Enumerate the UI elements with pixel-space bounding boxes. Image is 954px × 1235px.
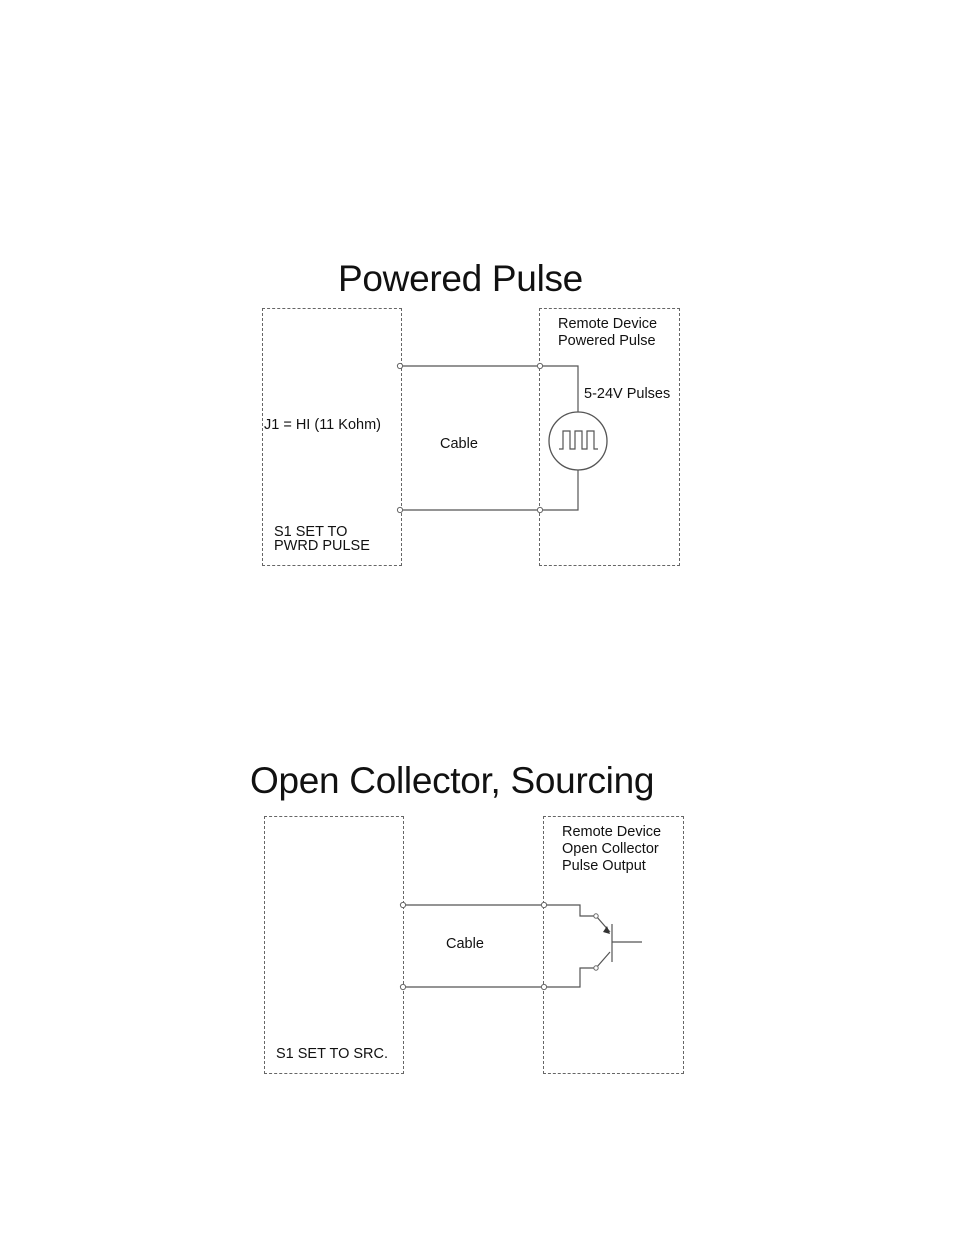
- terminal-meter-bottom: [397, 507, 402, 512]
- remote-type-label: Open Collector: [562, 841, 659, 857]
- switch-setting-label-line-2: PWRD PULSE: [274, 538, 370, 554]
- pulses-voltage-label: 5-24V Pulses: [584, 386, 671, 402]
- pulse-generator-icon: [549, 412, 607, 470]
- powered-pulse-title: Powered Pulse: [338, 258, 583, 299]
- open-collector-wiring: [246, 752, 704, 1092]
- terminal-remote-top: [537, 363, 542, 368]
- terminal-remote-top: [541, 902, 546, 907]
- terminal-remote-bottom: [537, 507, 542, 512]
- terminal-remote-bottom: [541, 984, 546, 989]
- cable-label: Cable: [440, 436, 478, 452]
- remote-output-label: Pulse Output: [562, 858, 646, 874]
- remote-type-label: Powered Pulse: [558, 333, 656, 349]
- source-lead-bottom: [540, 465, 578, 510]
- cable-label: Cable: [446, 936, 484, 952]
- remote-device-label: Remote Device: [558, 316, 658, 332]
- terminal-meter-bottom: [400, 984, 405, 989]
- collector-lead: [544, 905, 610, 932]
- terminal-meter-top: [397, 363, 402, 368]
- open-collector-diagram: [246, 752, 704, 1092]
- switch-setting-label-line-1: S1 SET TO: [274, 524, 348, 540]
- switch-setting-label: S1 SET TO SRC.: [276, 1046, 389, 1062]
- emitter-lead: [544, 952, 610, 987]
- jumper-setting-label: J1 = HI (11 Kohm): [264, 417, 381, 433]
- source-lead-top: [540, 366, 578, 417]
- terminal-meter-top: [400, 902, 405, 907]
- powered-pulse-diagram: [248, 250, 703, 582]
- open-collector-title: Open Collector, Sourcing: [250, 760, 655, 801]
- remote-device-label: Remote Device: [562, 824, 662, 840]
